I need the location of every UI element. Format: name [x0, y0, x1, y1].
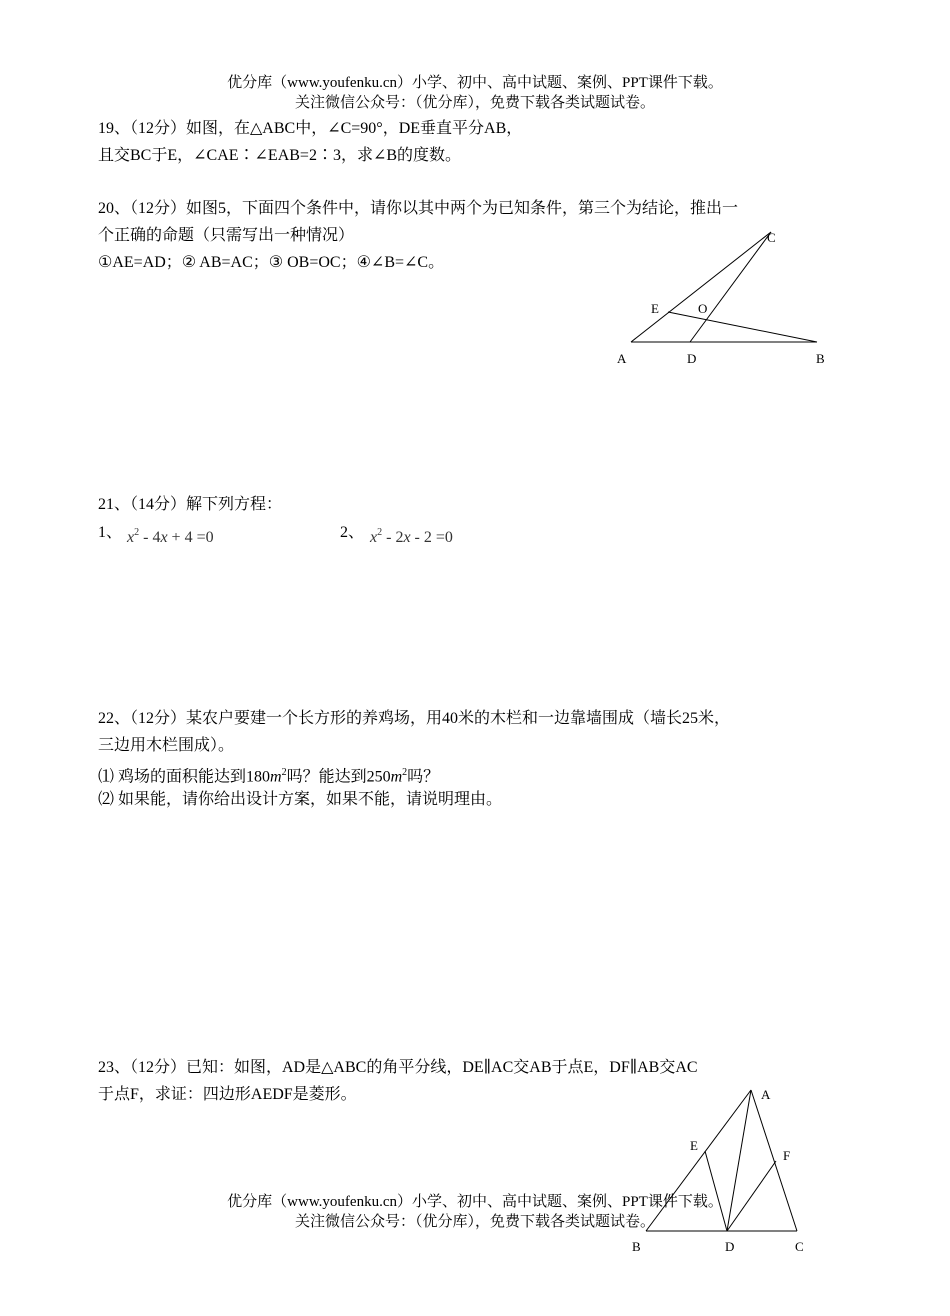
q22-line-3: ⑴ 鸡场的面积能达到$180m^2$吗？能达到$250m^2$吗？ — [98, 767, 440, 786]
q23-label-b: B — [632, 1239, 641, 1254]
q23-label-c: C — [795, 1239, 804, 1254]
q20-line-3: ①AE=AD；② AB=AC；③ OB=OC；④∠B=∠C。 — [98, 254, 445, 271]
q21-eq2-number: 2、 — [340, 524, 365, 541]
q23-label-d: D — [725, 1239, 735, 1254]
q23-label-a: A — [761, 1087, 771, 1102]
q23-label-f: F — [783, 1148, 791, 1163]
q19-line-1: 19、（12分）如图，在△ABC中，∠C=90°，DE垂直平分AB， — [98, 120, 523, 137]
q22-line-4: ⑵ 如果能，请你给出设计方案，如果不能，请说明理由。 — [98, 791, 503, 808]
footer-line-1: 优分库（www.youfenku.cn）小学、初中、高中试题、案例、PPT课件下载。 — [227, 1194, 723, 1210]
q20-line-1: 20、（12分）如图5，下面四个条件中，请你以其中两个为已知条件，第三个为结论，推出一 — [98, 200, 739, 217]
q20-label-a: A — [617, 351, 627, 366]
q21-equation-1: $x^2 - 4x + 4 =0$ — [127, 527, 214, 546]
q23-label-e: E — [690, 1138, 698, 1153]
header-line-2: 关注微信公众号：（优分库），免费下载各类试题试卷。 — [294, 95, 655, 111]
q21-eq1-number: 1、 — [98, 524, 123, 541]
q19-line-2: 且交BC于E，∠CAE∶∠EAB=2∶3，求∠B的度数。 — [98, 147, 462, 164]
q20-label-c: C — [767, 230, 776, 245]
q20-label-e: E — [651, 301, 659, 316]
q21-title: 21、（14分）解下列方程： — [98, 496, 283, 513]
q20-label-d: D — [687, 351, 697, 366]
footer-line-2: 关注微信公众号：（优分库），免费下载各类试题试卷。 — [294, 1214, 655, 1230]
q23-line-1: 23、（12分）已知：如图，AD是△ABC的角平分线，DE∥AC交AB于点E，DF∥AB交AC — [98, 1059, 698, 1076]
q23-line-2: 于点F，求证：四边形AEDF是菱形。 — [98, 1086, 357, 1103]
q20-label-o: O — [698, 301, 708, 316]
q22-line-2: 三边用木栏围成）。 — [98, 737, 235, 754]
header-line-1: 优分库（www.youfenku.cn）小学、初中、高中试题、案例、PPT课件下载。 — [227, 75, 723, 91]
q20-line-2: 个正确的命题（只需写出一种情况） — [98, 227, 355, 244]
q21-equation-2: $x^2 - 2x - 2 =0$ — [370, 527, 453, 546]
q20-label-b: B — [816, 351, 825, 366]
q22-line-1: 22、（12分）某农户要建一个长方形的养鸡场，用40米的木栏和一边靠墙围成（墙长25米， — [98, 710, 731, 727]
